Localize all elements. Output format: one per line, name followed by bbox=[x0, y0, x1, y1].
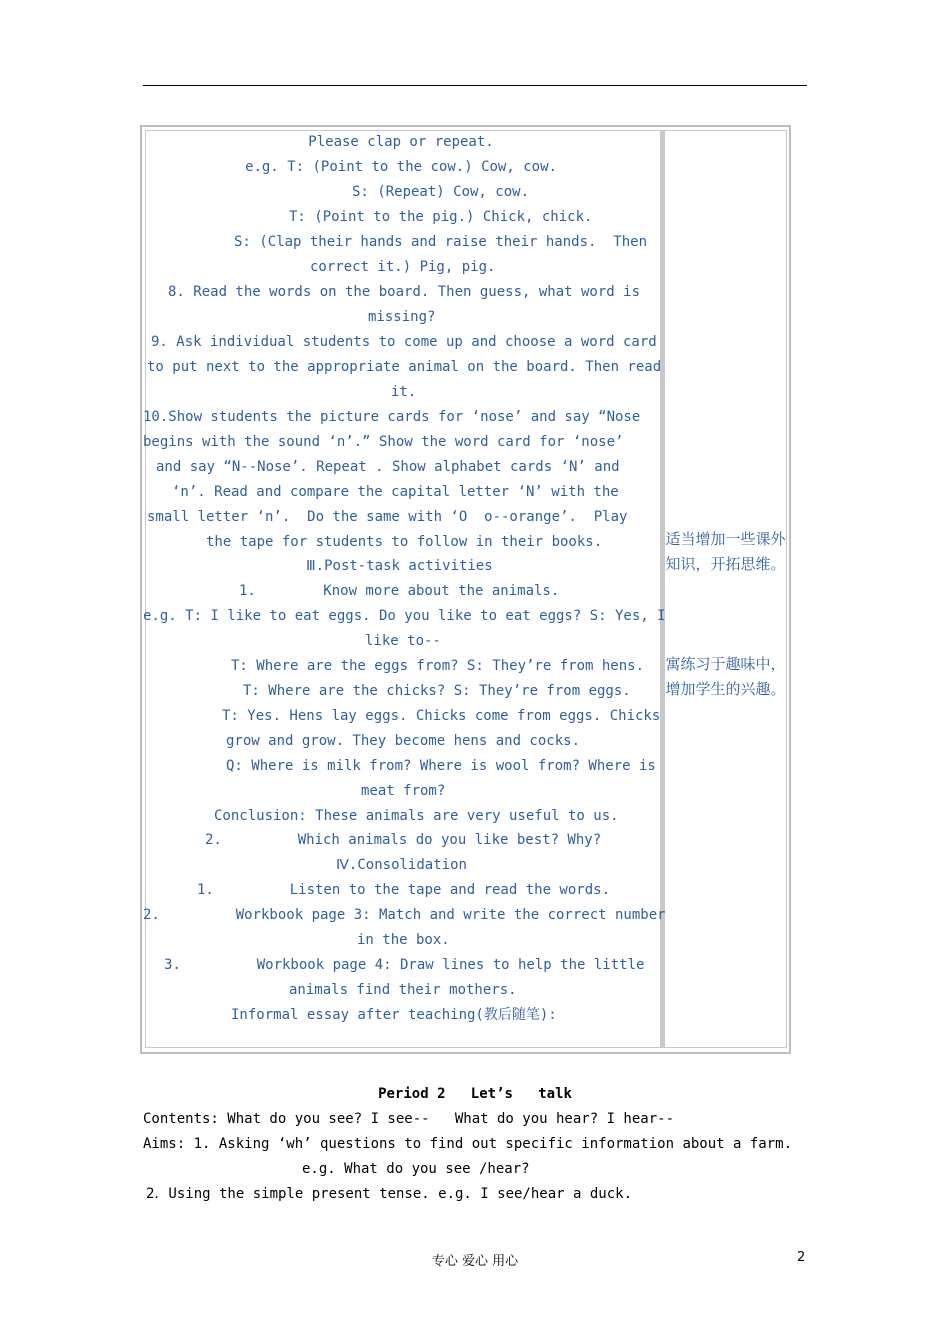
lesson-line: Conclusion: These animals are very useful to us. bbox=[214, 808, 619, 824]
lesson-line: T: Where are the eggs from? S: They’re from hens. bbox=[231, 658, 645, 674]
lesson-line: small letter ‘n’. Do the same with ‘O o--orange’. Play bbox=[147, 509, 628, 525]
aims-line: Aims: 1. Asking ‘wh’ questions to find out specific information about a farm. bbox=[143, 1136, 793, 1152]
lesson-line: 2. Workbook page 3: Match and write the correct number bbox=[143, 907, 666, 923]
lesson-line: S: (Clap their hands and raise their hands. Then bbox=[234, 234, 648, 250]
aims-example: e.g. What do you see /hear? bbox=[302, 1161, 530, 1177]
lesson-line: correct it.) Pig, pig. bbox=[310, 259, 496, 275]
lesson-line: like to-- bbox=[365, 633, 441, 649]
lesson-line: missing? bbox=[368, 309, 436, 325]
lesson-line: and say “N--Nose’. Repeat . Show alphabet cards ‘N’ and bbox=[156, 459, 620, 475]
teaching-note: 适当增加一些课外知识，开拓思维。 bbox=[665, 530, 786, 573]
notes-cell bbox=[664, 130, 787, 1048]
lesson-line: to put next to the appropriate animal on the board. Then read bbox=[147, 359, 662, 375]
lesson-line: T: (Point to the pig.) Chick, chick. bbox=[289, 209, 593, 225]
lesson-line: the tape for students to follow in their books. bbox=[206, 534, 603, 550]
lesson-line: Q: Where is milk from? Where is wool from? Where is bbox=[226, 758, 656, 774]
lesson-line: 8. Read the words on the board. Then guess, what word is bbox=[168, 284, 641, 300]
page-number: 2 bbox=[797, 1250, 806, 1265]
lesson-line: Please clap or repeat. bbox=[308, 134, 494, 150]
lesson-line: 9. Ask individual students to come up and choose a word card bbox=[151, 334, 657, 350]
lesson-line: 3. Workbook page 4: Draw lines to help the little bbox=[164, 957, 645, 973]
lesson-line: S: (Repeat) Cow, cow. bbox=[352, 184, 530, 200]
contents-line: Contents: What do you see? I see-- What do you hear? I hear-- bbox=[143, 1111, 675, 1127]
lesson-line: 1. Listen to the tape and read the words. bbox=[197, 882, 611, 898]
lesson-line: ‘n’. Read and compare the capital letter ‘N’ with the bbox=[172, 484, 619, 500]
lesson-line: 10.Show students the picture cards for ‘nose’ and say “Nose bbox=[143, 409, 641, 425]
lesson-line: Informal essay after teaching(教后随笔): bbox=[231, 1007, 557, 1023]
lesson-line: it. bbox=[391, 384, 417, 400]
lesson-line: T: Where are the chicks? S: They’re from eggs. bbox=[243, 683, 631, 699]
aims-line: 2．Using the simple present tense. e.g. I see/hear a duck. bbox=[146, 1186, 633, 1202]
lesson-line: 2. Which animals do you like best? Why? bbox=[205, 832, 602, 848]
page-footer: 专心 爱心 用心 bbox=[431, 1254, 519, 1269]
lesson-line: meat from? bbox=[361, 783, 446, 799]
lesson-line: T: Yes. Hens lay eggs. Chicks come from eggs. Chicks bbox=[222, 708, 661, 724]
header-rule bbox=[143, 85, 807, 86]
section-heading: Ⅲ.Post-task activities bbox=[306, 558, 493, 574]
teaching-note: 寓练习于趣味中，增加学生的兴趣。 bbox=[665, 655, 786, 698]
lesson-line: e.g. T: I like to eat eggs. Do you like to eat eggs? S: Yes, I bbox=[143, 608, 666, 624]
lesson-line: in the box. bbox=[357, 932, 450, 948]
lesson-line: grow and grow. They become hens and cocks. bbox=[226, 733, 581, 749]
lesson-line: animals find their mothers. bbox=[289, 982, 517, 998]
period-title: Period 2 Let’s talk bbox=[378, 1086, 572, 1102]
lesson-line: e.g. T: (Point to the cow.) Cow, cow. bbox=[245, 159, 557, 175]
lesson-line: 1. Know more about the animals. bbox=[239, 583, 560, 599]
section-heading: Ⅳ.Consolidation bbox=[336, 857, 467, 873]
lesson-line: begins with the sound ‘n’.” Show the word card for ‘nose’ bbox=[143, 434, 624, 450]
